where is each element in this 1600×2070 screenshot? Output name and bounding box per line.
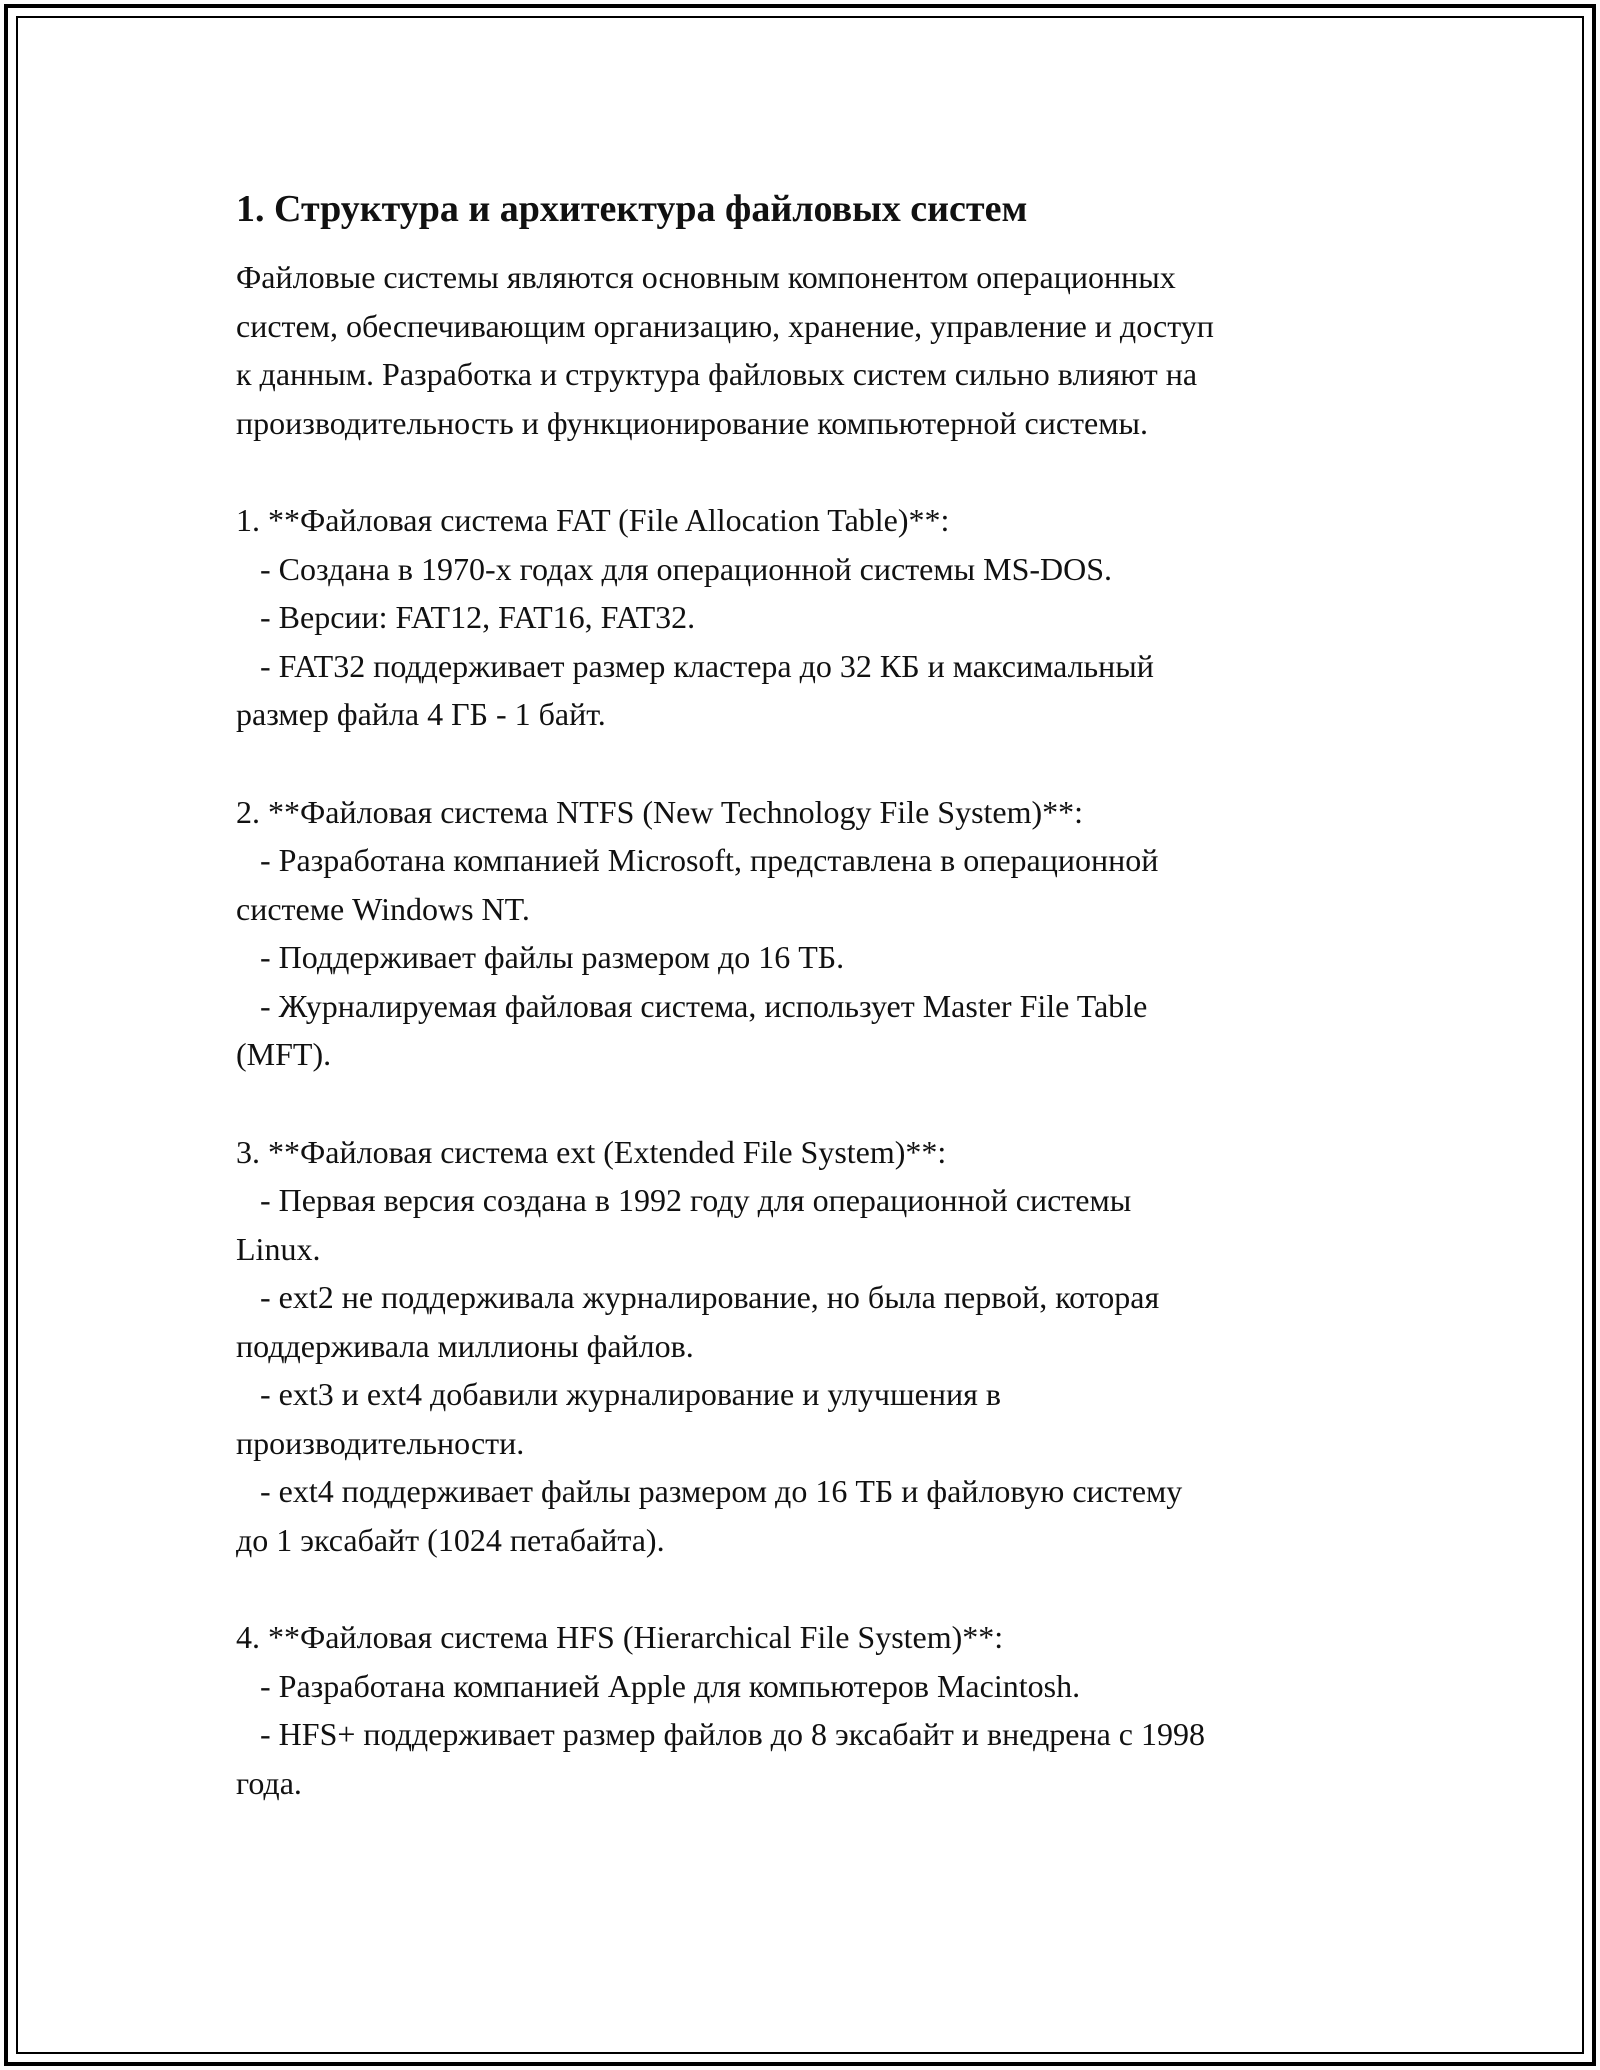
list-item: - ext3 и ext4 добавили журналирование и улучшения в [236,1376,1001,1412]
list-item: - ext4 поддерживает файлы размером до 16 ТБ и файловую систему [236,1473,1183,1509]
intro-line: к данным. Разработка и структура файловых систем сильно влияют на [236,356,1198,392]
list-item: - Создана в 1970-х годах для операционной системы MS-DOS. [236,550,1113,587]
intro-paragraph [236,253,1416,447]
list-item: - Версии: FAT12, FAT16, FAT32. [236,599,696,635]
list-item-continuation: системе Windows NT. [236,890,530,927]
list-item-continuation: года. [236,1764,302,1801]
list-item-continuation: размер файла 4 ГБ - 1 байт. [236,696,606,732]
list-item: - FAT32 поддерживает размер кластера до 32 КБ и максимальный [236,647,1154,684]
intro-line: систем, обеспечивающим организацию, хранение, управление и доступ [236,307,1214,344]
section-title: 2. **Файловая система NTFS (New Technology File System)**: [236,793,1084,830]
section-title: 1. **Файловая система FAT (File Allocation Table)**: [236,502,950,538]
list-item: - ext2 не поддерживала журналирование, но была первой, которая [236,1279,1160,1315]
list-item-continuation: (MFT). [236,1036,332,1072]
section-title: 4. **Файловая система HFS (Hierarchical File System)**: [236,1619,1004,1655]
list-item: - Разработана компанией Apple для компьютеров Macintosh. [236,1667,1081,1704]
intro-line: Файловые системы являются основным компонентом операционных [236,259,1176,295]
document-body [236,185,1416,1807]
list-item: - Первая версия создана в 1992 году для операционной системы [236,1182,1132,1218]
intro-line: производительность и функционирование компьютерной системы. [236,404,1148,441]
list-item: - HFS+ поддерживает размер файлов до 8 эксабайт и внедрена с 1998 [236,1716,1205,1752]
list-item-continuation: до 1 эксабайт (1024 петабайта). [236,1521,665,1558]
section-hfs [236,1613,1416,1807]
section-ext [236,1128,1416,1565]
list-item: - Журналируемая файловая система, использует Master File Table [236,987,1148,1024]
list-item: - Поддерживает файлы размером до 16 ТБ. [236,939,845,975]
section-fat [236,496,1416,739]
document-heading: 1. Структура и архитектура файловых систем [236,188,1028,230]
list-item: - Разработана компанией Microsoft, представлена в операционной [236,842,1159,878]
list-item-continuation: поддерживала миллионы файлов. [236,1327,694,1364]
list-item-continuation: производительности. [236,1424,525,1461]
list-item-continuation: Linux. [236,1230,321,1267]
section-title: 3. **Файловая система ext (Extended File System)**: [236,1133,947,1170]
section-ntfs [236,788,1416,1079]
